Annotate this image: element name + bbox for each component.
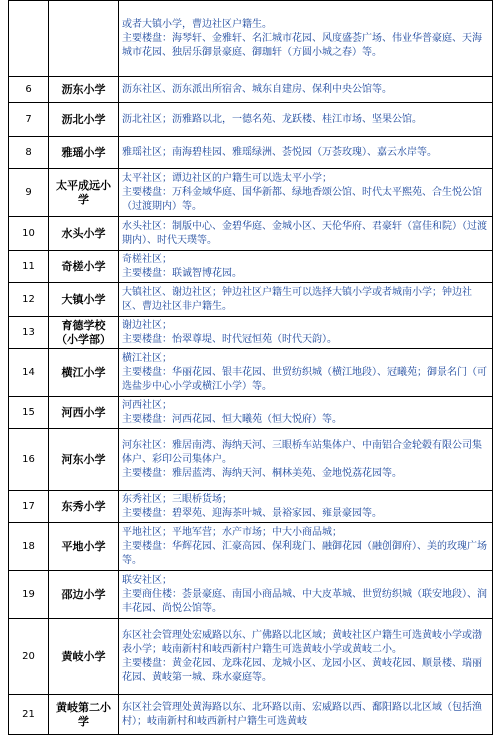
description-line: 主要商住楼：荟景豪庭、南国小商品城、中大皮革城、世贸纺织城（联安地段）、润丰花园、尚悦公馆等。 bbox=[122, 588, 487, 614]
description-line: 东秀社区；三眼桥货场； bbox=[122, 493, 232, 505]
row-number: 19 bbox=[9, 571, 49, 619]
school-name: 横江小学 bbox=[49, 349, 119, 397]
school-name: 河东小学 bbox=[49, 429, 119, 491]
description-line: 沥东社区、沥东派出所宿舍、城东自建房、保利中央公馆等。 bbox=[122, 83, 392, 95]
description-line: 主要楼盘：河西花园、恒大曦苑（恒大悦府）等。 bbox=[122, 413, 342, 425]
district-description bbox=[119, 571, 493, 619]
school-name: 东秀小学 bbox=[49, 491, 119, 523]
district-description bbox=[119, 349, 493, 397]
table-row bbox=[9, 169, 493, 217]
table-row bbox=[9, 77, 493, 103]
table-row bbox=[9, 283, 493, 317]
school-name: 育德学校（小学部） bbox=[49, 317, 119, 349]
row-number: 14 bbox=[9, 349, 49, 397]
description-line: 或者大镇小学，曹边社区户籍生。 bbox=[122, 18, 272, 30]
description-line: 主要楼盘：碧翠苑、迎海茶叶城、景裕家园、雍景豪园等。 bbox=[122, 507, 382, 519]
school-name: 黄岐第二小学 bbox=[49, 695, 119, 735]
row-number: 6 bbox=[9, 77, 49, 103]
school-district-table bbox=[8, 0, 493, 735]
description-line: 主要楼盘：联诚智博花园。 bbox=[122, 267, 242, 279]
table-row bbox=[9, 1, 493, 77]
school-name: 平地小学 bbox=[49, 523, 119, 571]
district-description bbox=[119, 619, 493, 695]
table-row bbox=[9, 251, 493, 283]
description-line: 主要楼盘：万科金域华庭、国华新都、绿地香颂公馆、时代太平熙苑、合生悦公馆（过渡期内）等。 bbox=[122, 186, 482, 212]
district-description bbox=[119, 169, 493, 217]
school-name: 沥东小学 bbox=[49, 77, 119, 103]
school-name: 邵边小学 bbox=[49, 571, 119, 619]
table-body bbox=[9, 1, 493, 735]
description-line: 横江社区； bbox=[122, 352, 172, 364]
district-description bbox=[119, 1, 493, 77]
row-number: 17 bbox=[9, 491, 49, 523]
school-name: 雅瑶小学 bbox=[49, 137, 119, 169]
school-name: 黄岐小学 bbox=[49, 619, 119, 695]
school-name bbox=[49, 1, 119, 77]
district-description bbox=[119, 695, 493, 735]
description-line: 奇槎社区； bbox=[122, 253, 172, 265]
school-name: 太平成远小学 bbox=[49, 169, 119, 217]
description-line: 主要楼盘：黄金花园、龙珠花园、龙城小区、龙园小区、黄岐花园、顺景楼、瑞丽花园、黄岐第一城、珠水豪庭等。 bbox=[122, 657, 482, 683]
description-line: 主要楼盘：华丽花园、银丰花园、世贸纺织城（横江地段）、冠曦苑；御景名门（可选盐步中心小学或横江小学）等。 bbox=[122, 366, 487, 392]
table-row bbox=[9, 571, 493, 619]
row-number: 9 bbox=[9, 169, 49, 217]
table-row bbox=[9, 491, 493, 523]
row-number: 13 bbox=[9, 317, 49, 349]
row-number: 10 bbox=[9, 217, 49, 251]
district-description bbox=[119, 429, 493, 491]
district-description bbox=[119, 103, 493, 137]
table-row bbox=[9, 217, 493, 251]
description-line: 东区社会管理处黄海路以东、北环路以南、宏威路以西、鄱阳路以北区域（包括渔村）；岐南新村和岐西新村户籍生可选黄岐 bbox=[122, 701, 482, 727]
description-line: 主要楼盘：怡翠尊堤、时代冠恒苑（时代天韵）。 bbox=[122, 333, 337, 345]
description-line: 平地社区；平地军营；水产市场；中大小商品城； bbox=[122, 526, 342, 538]
row-number: 20 bbox=[9, 619, 49, 695]
district-description bbox=[119, 217, 493, 251]
table-row bbox=[9, 619, 493, 695]
row-number: 18 bbox=[9, 523, 49, 571]
description-line: 水头社区：制版中心、金碧华庭、金城小区、天伦华府、君豪轩（富佳和院）（过渡期内）、时代天璞等。 bbox=[122, 220, 487, 246]
table-row bbox=[9, 523, 493, 571]
row-number: 15 bbox=[9, 397, 49, 429]
description-line: 主要楼盘：海琴轩、金雅轩、名汇城市花园、风度盛荟广场、伟业华普豪庭、天海城市花园、独居乐御景豪庭、御珈轩（方圆小城之春）等。 bbox=[122, 32, 482, 58]
district-description bbox=[119, 397, 493, 429]
table-row bbox=[9, 695, 493, 735]
table-row bbox=[9, 429, 493, 491]
description-line: 河西社区； bbox=[122, 399, 172, 411]
row-number: 21 bbox=[9, 695, 49, 735]
school-name: 大镇小学 bbox=[49, 283, 119, 317]
row-number: 16 bbox=[9, 429, 49, 491]
description-line: 谢边社区； bbox=[122, 319, 172, 331]
description-line: 雅瑶社区；南海碧桂园、雅瑶绿洲、荟悦园（万荟玫瑰）、嘉云水岸等。 bbox=[122, 146, 437, 158]
description-line: 沥北社区；沥雅路以北，一德名苑、龙跃楼、桂江市场、坚果公馆。 bbox=[122, 113, 422, 125]
description-line: 太平社区；谭边社区的户籍生可以选太平小学； bbox=[122, 172, 332, 184]
table-row bbox=[9, 349, 493, 397]
description-line: 大镇社区、谢边社区；钟边社区户籍生可以选择大镇小学或者城南小学；钟边社区、曹边社区非户籍生。 bbox=[122, 286, 472, 312]
district-description bbox=[119, 251, 493, 283]
district-description bbox=[119, 283, 493, 317]
district-description bbox=[119, 523, 493, 571]
row-number: 12 bbox=[9, 283, 49, 317]
row-number bbox=[9, 1, 49, 77]
district-description bbox=[119, 491, 493, 523]
school-name: 沥北小学 bbox=[49, 103, 119, 137]
description-line: 主要楼盘：华辉花园、汇豪高园、保利珑门、融御花园（融创御府）、美的玫瑰广场等。 bbox=[122, 540, 487, 566]
school-name: 水头小学 bbox=[49, 217, 119, 251]
school-name: 奇槎小学 bbox=[49, 251, 119, 283]
description-line: 联安社区； bbox=[122, 574, 172, 586]
description-line: 河东社区：雅居南湾、海纳天河、三眼桥车站集体户、中南铝合金轮毂有限公司集体户、彩印公司集体户。 bbox=[122, 439, 482, 465]
description-line: 主要楼盘：雅居蓝湾、海纳天河、桐林美苑、金地悦荔花园等。 bbox=[122, 467, 402, 479]
table-row bbox=[9, 137, 493, 169]
table-row bbox=[9, 103, 493, 137]
table-row bbox=[9, 317, 493, 349]
row-number: 7 bbox=[9, 103, 49, 137]
district-description bbox=[119, 317, 493, 349]
school-name: 河西小学 bbox=[49, 397, 119, 429]
table-row bbox=[9, 397, 493, 429]
row-number: 8 bbox=[9, 137, 49, 169]
row-number: 11 bbox=[9, 251, 49, 283]
district-description bbox=[119, 137, 493, 169]
district-description bbox=[119, 77, 493, 103]
description-line: 东区社会管理处宏威路以东、广佛路以北区域；黄岐社区户籍生可选黄岐小学或渤表小学；岐南新村和岐西新村户籍生可选黄岐小学或黄岐二小。 bbox=[122, 629, 482, 655]
